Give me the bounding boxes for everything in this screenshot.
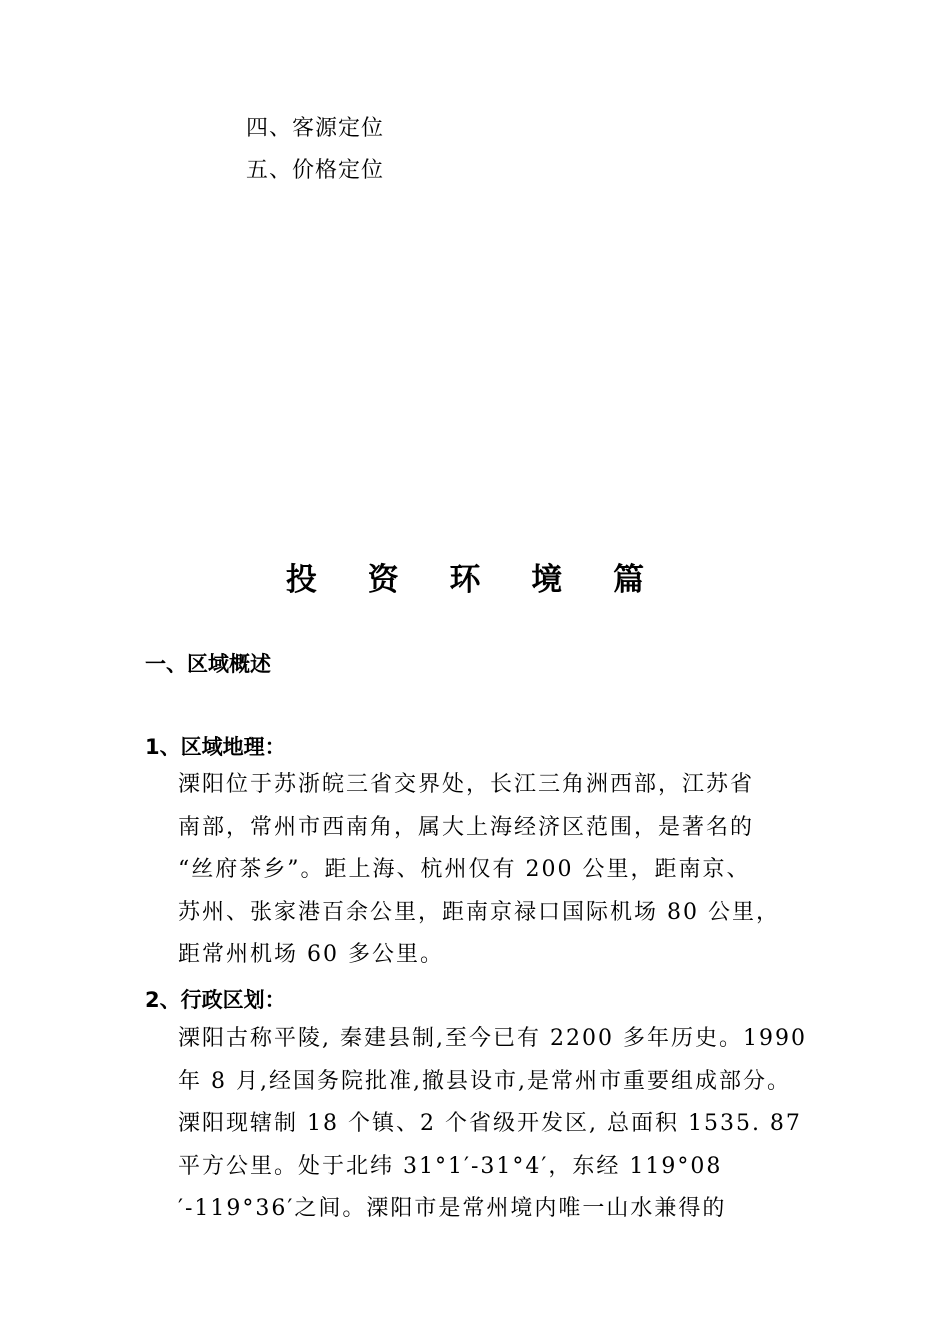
paragraph-line: 年 8 月,经国务院批准,撤县设市,是常州市重要组成部分。 xyxy=(178,1068,791,1094)
paragraph-line: 南部，常州市西南角，属大上海经济区范围，是著名的 xyxy=(178,814,755,840)
heading-regional-overview: 一、区域概述 xyxy=(145,652,271,676)
subheading-administrative-division: 2、行政区划： xyxy=(145,988,286,1012)
paragraph-line: “丝府茶乡”。距上海、杭州仅有 200 公里，距南京、 xyxy=(178,857,751,882)
paragraph-line: 苏州、张家港百余公里，距南京禄口国际机场 80 公里， xyxy=(178,899,780,925)
paragraph-line: 溧阳现辖制 18 个镇、2 个省级开发区, 总面积 1535. 87 xyxy=(178,1111,802,1136)
paragraph-line: 溧阳位于苏浙皖三省交界处，长江三角洲西部，江苏省 xyxy=(178,772,755,797)
paragraph-line: 溧阳古称平陵, 秦建县制,至今已有 2200 多年历史。1990 xyxy=(178,1026,807,1051)
section-title: 投 资 环 境 篇 xyxy=(285,562,665,598)
paragraph-line: 距常州机场 60 多公里。 xyxy=(178,942,444,967)
subheading-regional-geography: 1、区域地理： xyxy=(145,735,286,759)
paragraph-line: ′-119°36′之间。溧阳市是常州境内唯一山水兼得的 xyxy=(178,1196,727,1221)
toc-item-price-positioning: 五、价格定位 xyxy=(246,158,385,183)
paragraph-regional-geography xyxy=(178,764,780,977)
toc-item-customer-positioning: 四、客源定位 xyxy=(246,116,385,141)
paragraph-administrative-division xyxy=(178,1018,807,1231)
paragraph-line: 平方公里。处于北纬 31°1′-31°4′，东经 119°08 xyxy=(178,1153,723,1179)
